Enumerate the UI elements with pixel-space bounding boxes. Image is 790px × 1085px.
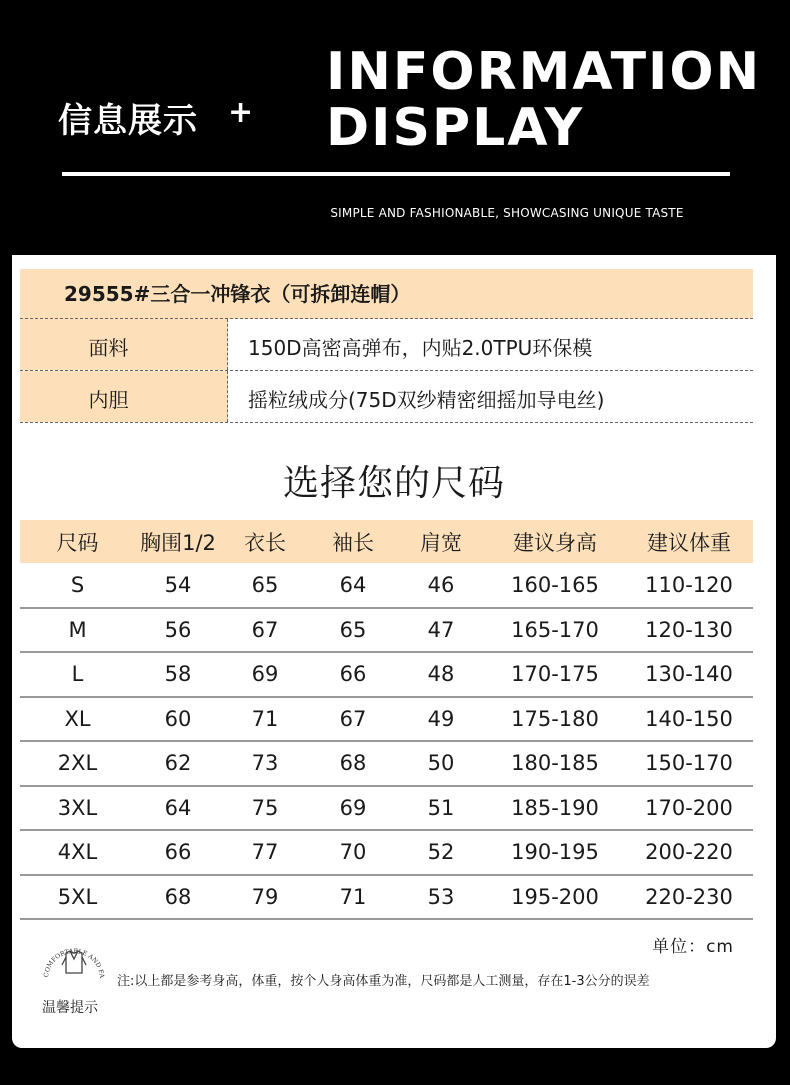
info-row-lining (20, 371, 753, 423)
info-value: 150D高密高弹布，内贴2.0TPU环保模 (248, 336, 593, 360)
size-cell: 66 (135, 830, 221, 875)
size-cell: 2XL (20, 741, 135, 786)
size-cell: 67 (309, 697, 397, 742)
size-cell: 185-190 (485, 786, 625, 831)
size-cell: 190-195 (485, 830, 625, 875)
size-cell: 70 (309, 830, 397, 875)
size-cell: 195-200 (485, 875, 625, 920)
size-cell: 48 (397, 652, 485, 697)
size-table-body (20, 563, 753, 919)
size-row (20, 830, 753, 875)
size-cell: 66 (309, 652, 397, 697)
tagline: SIMPLE AND FASHIONABLE, SHOWCASING UNIQUE TASTE (330, 206, 684, 220)
size-cell: 71 (221, 697, 309, 742)
size-cell: 60 (135, 697, 221, 742)
size-cell: 64 (135, 786, 221, 831)
size-cell: 62 (135, 741, 221, 786)
column-header: 建议身高 (485, 520, 625, 563)
svg-text:COMFORTABLE AND FASHIONABLE: COMFORTABLE AND FA (42, 947, 106, 979)
size-cell: 64 (309, 563, 397, 608)
size-cell: 49 (397, 697, 485, 742)
chinese-title: 信息展示 (58, 101, 198, 141)
size-cell: 65 (221, 563, 309, 608)
size-cell: 175-180 (485, 697, 625, 742)
size-cell: 68 (135, 875, 221, 920)
english-title (326, 44, 761, 156)
size-cell: 47 (397, 608, 485, 653)
size-cell: 140-150 (625, 697, 753, 742)
product-title: 29555#三合一冲锋衣（可拆卸连帽） (20, 269, 753, 319)
size-row (20, 697, 753, 742)
english-title-line-1: INFORMATION (326, 42, 762, 102)
size-cell: 69 (309, 786, 397, 831)
size-cell: 180-185 (485, 741, 625, 786)
column-header: 衣长 (221, 520, 309, 563)
product-info-table (20, 269, 753, 423)
size-cell: 67 (221, 608, 309, 653)
size-section-heading: 选择您的尺码 (282, 463, 505, 504)
reminder-label: 温馨提示 (42, 1000, 98, 1016)
size-row (20, 741, 753, 786)
size-cell: 150-170 (625, 741, 753, 786)
size-row (20, 875, 753, 920)
size-cell: 4XL (20, 830, 135, 875)
size-row (20, 563, 753, 608)
size-row (20, 652, 753, 697)
size-cell: 54 (135, 563, 221, 608)
size-cell: 73 (221, 741, 309, 786)
info-row-fabric (20, 319, 753, 371)
info-value: 摇粒绒成分(75D双纱精密细摇加导电丝) (248, 388, 605, 412)
size-cell: 50 (397, 741, 485, 786)
size-cell: 58 (135, 652, 221, 697)
info-label: 内胆 (20, 371, 228, 422)
size-chart-table (20, 520, 753, 920)
column-header: 胸围1/2 (135, 520, 221, 563)
size-table-header-row (20, 520, 753, 563)
size-cell: 56 (135, 608, 221, 653)
size-cell: XL (20, 697, 135, 742)
plus-icon: + (228, 95, 254, 130)
unit-label: 单位：cm (652, 937, 734, 957)
size-cell: 200-220 (625, 830, 753, 875)
size-cell: 77 (221, 830, 309, 875)
size-cell: 71 (309, 875, 397, 920)
size-cell: 46 (397, 563, 485, 608)
size-cell: 3XL (20, 786, 135, 831)
size-cell: 220-230 (625, 875, 753, 920)
size-cell: 69 (221, 652, 309, 697)
size-cell: 130-140 (625, 652, 753, 697)
size-cell: M (20, 608, 135, 653)
size-cell: 170-175 (485, 652, 625, 697)
column-header: 袖长 (309, 520, 397, 563)
size-cell: 170-200 (625, 786, 753, 831)
size-cell: 51 (397, 786, 485, 831)
size-cell: 53 (397, 875, 485, 920)
size-cell: 75 (221, 786, 309, 831)
size-cell: 120-130 (625, 608, 753, 653)
info-label: 面料 (20, 319, 228, 370)
english-title-line-2: DISPLAY (326, 98, 585, 158)
size-row (20, 786, 753, 831)
size-cell: 68 (309, 741, 397, 786)
column-header: 建议体重 (625, 520, 753, 563)
size-cell: S (20, 563, 135, 608)
column-header: 尺码 (20, 520, 135, 563)
size-cell: L (20, 652, 135, 697)
size-cell: 165-170 (485, 608, 625, 653)
brand-badge-icon (38, 933, 110, 993)
size-cell: 65 (309, 608, 397, 653)
size-cell: 160-165 (485, 563, 625, 608)
content-card (12, 255, 776, 1048)
measurement-note: 注:以上都是参考身高，体重，按个人身高体重为准，尺码都是人工测量，存在1-3公分的误差 (117, 974, 650, 989)
header-banner (0, 0, 790, 255)
size-cell: 52 (397, 830, 485, 875)
size-row (20, 608, 753, 653)
header-divider (62, 172, 730, 176)
size-cell: 5XL (20, 875, 135, 920)
size-cell: 110-120 (625, 563, 753, 608)
size-cell: 79 (221, 875, 309, 920)
column-header: 肩宽 (397, 520, 485, 563)
